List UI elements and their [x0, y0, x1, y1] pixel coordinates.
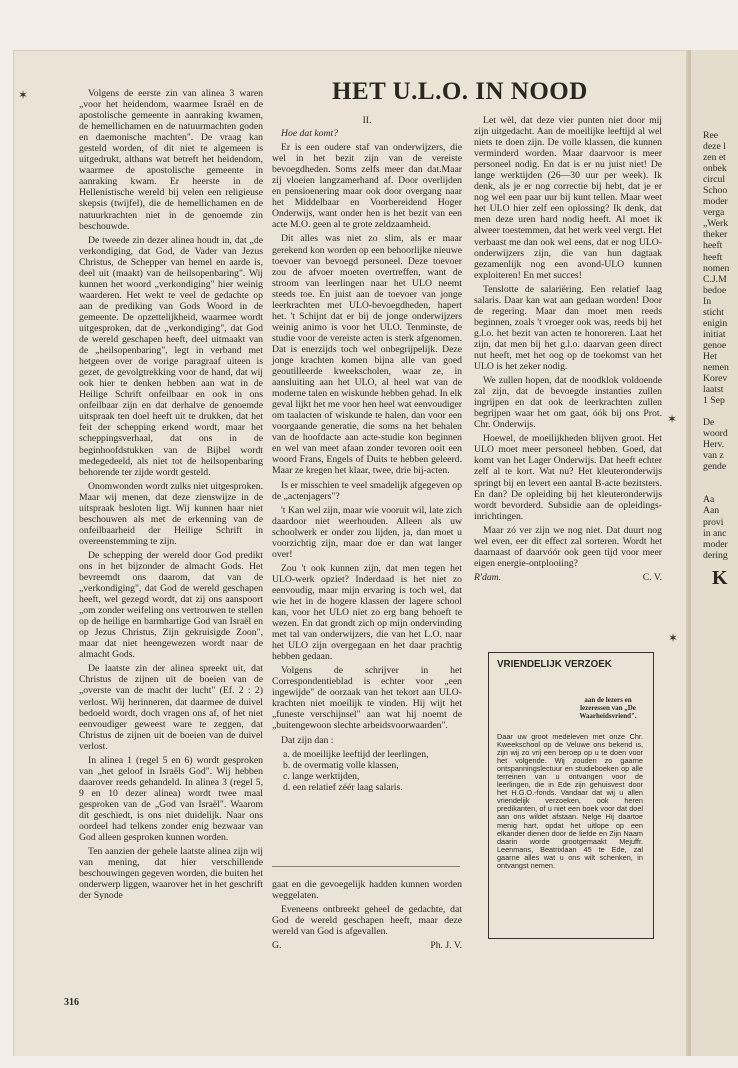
fragment-line: genoe: [703, 339, 727, 351]
signature-right: C. V.: [642, 571, 662, 583]
signature-left: G.: [272, 940, 282, 952]
fragment-line: Ree: [703, 130, 719, 141]
paragraph: Is er misschien te veel smadelijk afgegeven op de „actenjagers"?: [272, 479, 462, 502]
fragment-line: bedoe: [703, 284, 727, 296]
fragment-line: enigin: [703, 317, 728, 329]
list-item: a. de moeilijke leeftijd der leerlingen,: [283, 748, 429, 760]
paragraph: Eveneens ontbreekt geheel de gedachte, dat God de wereld geschapen heeft, maar deze wereld van God is afgevallen.: [272, 904, 462, 938]
fragment-line: theker: [703, 229, 728, 241]
fragment-line: nomen: [703, 262, 730, 274]
fragment-line: woord: [703, 428, 728, 440]
fragment-line: sticht: [703, 306, 724, 318]
binding-mark-icon: ✶: [668, 631, 679, 645]
page-number: 316: [64, 997, 79, 1008]
fragment-line: circul: [703, 174, 726, 186]
paragraph: Maar zó ver zijn we nog niet. Dat duurt nog wel even, eer dit effect zal sorteren. Wordt het daarnaast of daarvóór ook geen tijd voor meer eigen energie-ontplooiing?: [474, 524, 662, 569]
fragment-line: dering: [703, 549, 728, 561]
paragraph: Onomwonden wordt zulks niet uitgesproken. Maar wij menen, dat deze zienswijze in de uitspraak besloten ligt. Wij kunnen haar niet beschouwen als met de erkenning van de onfeilbaarheid der Heilige Schrift in overeenstemming te zijn.: [79, 480, 263, 547]
fragment-line: deze l: [703, 141, 726, 153]
paragraph: Tenslotte de salariëring. Een relatief laag salaris. Daar kan wat aan gedaan worden! Door de regering. Maar dan moet men reeds beginnen, zoals 't vroeger ook was, reeds bij het g.l.o. het bezit van acten te honoreren. Laat het zijn, dat men bij het g.l.o. daarvan geen direct nut heeft, met het oog op de toekomst van het ULO is het zeker nodig.: [474, 283, 662, 373]
notice-box: [488, 652, 654, 939]
fragment-line: 1 Sep: [703, 395, 725, 407]
fragment-line: moder: [703, 538, 728, 550]
signature-right: Ph. J. V.: [430, 940, 462, 952]
paragraph: We zullen hopen, dat de noodklok voldoende zal zijn, dat de bevoegde instanties zullen ingrijpen en dat ook de leerkrachten zullen begrijpen waar het om gaat, óók bij ons Prot. Chr. Onderwijs.: [474, 375, 662, 431]
right-page-heading-fragment: K: [712, 567, 728, 589]
signature: [474, 572, 662, 583]
signature: [272, 940, 462, 951]
fragment-line: provi: [703, 516, 724, 528]
notice-title: VRIENDELIJK VERZOEK: [497, 659, 612, 670]
right-page-text-fragments: [703, 130, 738, 561]
notice-body: Daar uw groot medeleven met onze Chr. Kweekschool op de Veluwe ons bekend is, zijn wij zo vrij een beroep op u te doen voor het volgende. Wij zouden zo gaarne ontspanningslectuur en studieboeken op alle terreinen van u ontvangen voor de leerlingen, die in Ede zijn gehuisvest door het H.G.O.-fonds. Vandaar dat wij u allen vriendelijk verzoeken, ook heren predikanten, of u niet een boek voor dat doel aan ons wildet afstaan. Nelge Hij daartoe menig hart, opdat het uitlope op een elkander dienen door de liefde en Zijn Naam daarin worde grootgemaakt Mejuffr. Leenmans, Beatrixlaan 45 te Ede, zal gaarne alles wat u ons wilt schenken, in ontvangst nemen.: [497, 732, 643, 870]
fragment-line: C.J.M: [703, 273, 727, 285]
list-item: b. de overmatig volle klassen,: [283, 759, 399, 771]
paragraph: Dit alles was niet zo slim, als er maar gerekend kon worden op een behoorlijke nieuwe toevoer van bevoegd personeel. Deze toevoer zou de afvoer moeten overtreffen, want de stroom van leerlingen naar het ULO neemt steeds toe. En juist aan de toevoer van jonge leerkrachten met ULO-bevoegdheden, hapert het. 't Schijnt dat er bij de jonge onderwijzers weinig animo is voor het ULO. Tenminste, de studie voor de vereiste acten is sterk afgenomen. Dat is enerzijds toch wel onbegrijpelijk. Deze jonge krachten komen bijna alle van goed geoutilleerde kweekscholen, waar ze, in aansluiting aan het ULO, al heel wat van de moderne talen en wiskunde hebben gehad. In elk geval lijkt het me voor hen heel wat eenvoudiger om taalacten of wiskunde te halen, dan voor een voorgaande generatie, die soms na het behalen van de hoofdacte aan acte-studie kon beginnen en wel van meet afaan zonder tevoren ooit een woord Frans, Engels of Duits te hebben geleerd. Maar ze kregen het klaar, twee, drie bij-acten.: [272, 233, 462, 477]
fragment-line: in anc: [703, 527, 727, 539]
column-2: [272, 114, 462, 797]
paragraph: Ten aanzien der gehele laatste alinea zijn wij van mening, dat hier verschillende beschouwingen gegeven worden, die buiten het onderwerp liggen, waarover het in het geschrift der Synode: [79, 846, 264, 902]
fragment-line: „Werk: [703, 218, 729, 230]
paragraph: Dat zijn dan :: [281, 734, 334, 746]
column-3: [474, 115, 662, 586]
paragraph: De tweede zin dezer alinea houdt in, dat „de verkondiging, dat God, de Vader van Jezus Christus, de Schepper van hemel en aarde is, deel uit (maakt) van de heilsopenbaring". Wij kunnen het woord „verkondiging" hier weinig waarderen. Het wekt te veel de gedachte op aan de prediking van Gods Woord in de gemeente. De opzettelijkheid, waarmee wordt uitgesproken, dat de „verkondiging", dat God de wereld geschapen heeft, deel uitmaakt van de „heilsopenbaring", legt in verband met hetgeen over de vorige paragraaf uiteen is gezet, de gevolgtrekking voor de hand, dat wij ook hier te denken hebben aan wat in de Heilige Schrift onfeilbaar en ook in ons onfeilbaar zijn en dat derhalve de genoemde uitspraak ten doel heeft uit te drukken, dat het feit der schepping erkend wordt, maar het scheppingsverhaal, dat ons in de beginhoofdstukken van de Bijbel wordt medegedeeld, als niet tot de heilsopenbaring behorende ter zijde wordt gesteld.: [79, 234, 263, 478]
fragment-line: In: [703, 295, 712, 307]
section-subtitle: Hoe dat komt?: [281, 128, 339, 140]
paragraph: Volgens de eerste zin van alinea 3 waren „voor het heidendom, waarmee Israël en de apostolische gemeente in aanraking kwamen, de hemellichamen en de natuurmachten goden en daemonische machten". De vraag kan gesteld worden, of dit niet te algemeen is uitgedrukt, althans wat betreft het heidendom, waarmee de apostolische gemeente in aanraking kwam. Er heerste in de Hellenistische wereld bij velen een religieuse skepsis (twijfel), die de hemellichamen en de natuurkrachten niet in de genoemde zin beschouwde.: [79, 88, 263, 232]
fragment-line: moder: [703, 196, 728, 208]
list-item: d. een relatief zéér laag salaris.: [283, 781, 403, 793]
section-number: II.: [362, 115, 372, 126]
fragment-line: [703, 472, 738, 494]
notice-addressee: aan de lezers en lezeressen van „De Waarheidsvriend".: [579, 696, 637, 720]
paragraph: 't Kan wel zijn, maar wie vooruit wil, late zich daardoor niet weerhouden. Alleen als uw schoolwerk er onder zou lijden, ja, dan moet u voorzichtig zijn, maar doe er dan wat langer over!: [272, 504, 462, 560]
fragment-line: initiat: [703, 328, 726, 340]
fragment-line: Korev: [703, 373, 728, 385]
fragment-line: verga: [703, 207, 725, 219]
paragraph: Zou 't ook kunnen zijn, dat men tegen het ULO-werk opziet? Inderdaad is het niet zo eenvoudig, maar mijn ervaring is toch wel, dat wie het in de hogere klassen der lagere school kan, voor het ULO niet zo erg bang behoeft te wezen. En dat grondt zich op mijn ondervinding met tal van onderwijzers, die van het L.O. naar het ULO zijn overgegaan en het daar prachtig hebben gedaan.: [272, 562, 462, 663]
paragraph: gaat en die gevoegelijk hadden kunnen worden weggelaten.: [272, 879, 462, 902]
fragment-line: Aan: [703, 505, 720, 517]
article-title: HET U.L.O. IN NOOD: [332, 78, 588, 105]
binding-mark-icon: ✶: [667, 412, 678, 426]
fragment-line: [703, 406, 738, 417]
fragment-line: zen et: [703, 152, 726, 164]
paragraph: De laatste zin der alinea spreekt uit, dat Christus de zijnen uit de boeien van de „overste van de macht der lucht" (Ef. 2 : 2) verlost. Wij herinneren, dat daarmee de duivel bedoeld wordt, doch vragen ons af, of het niet eenvoudiger geweest ware te zeggen, dat Christus de zijnen uit de boeien van de duivel verlost.: [79, 663, 263, 752]
fragment-line: Herv.: [703, 439, 725, 451]
fragment-line: heeft: [703, 240, 723, 252]
paragraph: Let wèl, dat deze vier punten niet door mij zijn uitgedacht. Aan de moeilijke leeftijd al wel niets te doen zijn. De volle klassen, die kunnen verminderd worden. Maar daarvoor is meer personeel nodig. En dat is er nu juist niet! De lange werktijden (26—30 uur per week). Ik denk, als je er nog correctie bij hebt, dat je er nog wel een paar uur bij kunt tellen. Maar weet het ULO hier zelf een oplossing? Ik denk, dat men deze uren hard nodig heeft. Al moet ik alweer toestemmen, dat het werk veel vergt. Het verbaast me dan ook wel eens, dat er nog ULO-onderwijzers zijn, die van hun dagtaak gezamenlijk nog een avond-ULO kunnen exploiteren! En met succes!: [474, 115, 662, 281]
fragment-line: gende: [703, 461, 727, 473]
signature-left: R'dam.: [474, 571, 502, 583]
paragraph: Volgens de schrijver in het Correspondentieblad is echter voor „een ingewijde" de oorzaak van het tekort aan ULO-krachten niet moeilijk te vinden. Hij wijt het „funeste verschijnsel" aan wat hij noemt de „buitengewoon slechte arbeidsvoorwaarden".: [272, 665, 462, 732]
fragment-line: van z: [703, 450, 724, 462]
fragment-line: Het: [703, 350, 717, 362]
paragraph: De schepping der wereld door God predikt ons in het bijzonder de almacht Gods. Het bevreemdt ons daarom, dat van de „verkondiging", dat God de wereld geschapen heeft, wel gezegd wordt, dat zij ons aanspoort „om zonder weifeling ons vertrouwen te stellen op de heilige en barmhartige God van Israël en op Jezus Christus, Zijn gekruisigde Zoon", maar dat niet heengewezen wordt naar de almacht Gods.: [79, 549, 264, 661]
fragment-line: laatst: [703, 384, 724, 396]
column-1: [79, 88, 263, 904]
fragment-line: Schoo: [703, 185, 728, 197]
divider: [272, 866, 460, 867]
paragraph: Er is een oudere staf van onderwijzers, die wel in het bezit zijn van de vereiste bevoegdheden. Soms zelfs meer dan dat.Maar zij vloeien langzamerhand af. Door overlijden en pensioenering maar ook door overgang naar het Middelbaar en Voorbereidend Hoger Onderwijs, want onder hen is het bezit van een acte M.O. geen al te grote zeldzaamheid.: [272, 142, 462, 231]
paragraph: In alinea 1 (regel 5 en 6) wordt gesproken van „het geloof in Israëls God". Wij hebben daarover reeds gehandeld. In alinea 3 (regel 5, 9 en 10 dezer alinea) wordt twee maal gesproken van de „God van Israël". Waarom dit geschiedt, is ons niet duidelijk. Naar ons oordeel had telkens zonder enig bezwaar van God alleen gesproken kunnen worden.: [79, 754, 263, 844]
fragment-line: Aa: [703, 494, 715, 506]
column-2-bottom: [272, 879, 462, 954]
fragment-line: nemen: [703, 361, 729, 373]
binding-mark-icon: ✶: [18, 88, 29, 102]
fragment-line: heeft: [703, 251, 723, 263]
list-item: c. lange werktijden,: [283, 770, 360, 782]
fragment-line: onbek: [703, 163, 727, 175]
fragment-line: De: [703, 417, 715, 429]
list: [272, 749, 462, 793]
paragraph: Hoewel, de moeilijkheden blijven groot. Het ULO moet meer personeel hebben. Goed, dat komt van het Lager Onderwijs. Dat heeft echter zelf al te kort. Wat nu? Het kleuteronderwijs springt bij en levert een aantal B-acte bezitsters. En dan? De opleiding bij het kleuteronderwijs wordt bevorderd. Subsidie aan de opleidings-inrichtingen.: [474, 433, 662, 522]
